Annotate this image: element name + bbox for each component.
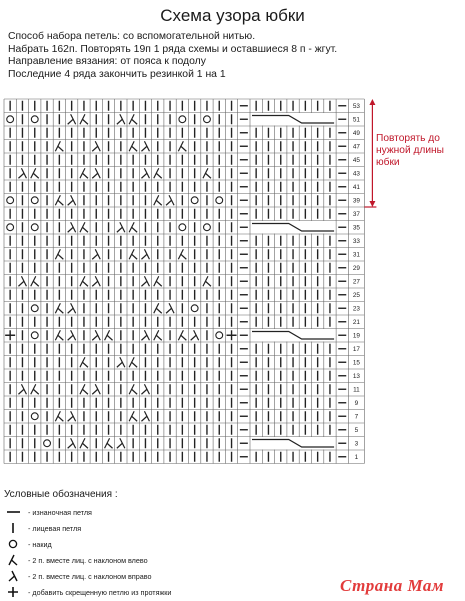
cable-cross-bg [251,221,336,234]
k2tog-right-stitch [117,222,125,232]
purl-dash-icon [6,505,22,519]
legend-item [6,521,326,537]
legend-label: - добавить скрещенную петлю из протяжки [28,588,172,597]
make-one-stitch [227,330,237,340]
row-number: 53 [352,103,360,110]
k2tog-left-stitch [178,249,186,259]
row-number: 15 [352,359,360,367]
k2tog-left-stitch [31,168,39,178]
yarn-over-stitch [191,305,198,312]
k2tog-left-stitch [129,384,137,394]
row-number: 35 [352,224,360,232]
repeat-note: Повторять до нужной длины юбки [376,133,444,168]
k2tog-right-stitch [141,384,149,394]
legend-label: - лицевая петля [28,524,82,533]
k2tog-right-stitch [68,438,76,448]
k2tog-right-stitch [141,141,149,151]
k2tog-left-icon [6,553,22,567]
legend-item [6,585,326,601]
instructions [8,31,337,81]
k2tog-right-stitch [18,168,26,178]
legend-item [6,505,326,521]
row-number: 1 [354,454,359,461]
k2tog-right-stitch [92,168,100,178]
k2tog-right-stitch [166,303,174,313]
k2tog-left-stitch [178,330,186,340]
cable-cross-bg [251,329,336,342]
k2tog-left-stitch [80,438,88,448]
chart-title: Схема узора юбки [160,6,305,25]
yarn-over-stitch [179,116,186,123]
yarn-over-stitch [31,116,38,123]
k2tog-right-stitch [68,114,76,124]
yarn-over-stitch [191,197,198,204]
row-number: 19 [352,332,360,340]
arrow-down-icon [369,201,375,207]
k2tog-right-stitch [117,357,125,367]
k2tog-right-stitch [117,114,125,124]
k2tog-left-stitch [154,276,162,286]
k2tog-left-stitch [129,411,137,421]
k2tog-left-stitch [80,114,88,124]
legend [6,505,326,601]
row-number: 23 [352,305,360,313]
k2tog-left-stitch [203,168,211,178]
row-number: 43 [352,170,360,178]
row-number: 7 [354,413,359,421]
yarn-over-stitch [31,332,38,339]
yarn-over-stitch [31,305,38,312]
legend-label: - накид [28,540,52,549]
k2tog-left-stitch [129,141,137,151]
k2tog-right-stitch [141,411,149,421]
k2tog-left-stitch [80,357,88,367]
cable-cross-bg [251,113,336,126]
row-number: 3 [354,440,359,448]
yarn-over-stitch [216,197,223,204]
instruction-line: Направление вязания: от пояса к подолу [8,56,206,68]
row-number: 13 [352,373,360,380]
k2tog-left-stitch [154,168,162,178]
k2tog-left-stitch [55,249,63,259]
yarn-over-stitch [31,413,38,420]
yarn-over-stitch [216,332,223,339]
watermark-logo: Страна Мам [340,576,445,595]
k2tog-right-icon [6,569,22,583]
row-number: 11 [353,386,360,394]
k2tog-right-stitch [68,195,76,205]
legend-item [6,537,326,553]
yarn-over-stitch [31,224,38,231]
k2tog-right-stitch [68,330,76,340]
row-number: 21 [352,319,360,326]
k2tog-left-stitch [105,438,113,448]
row-number: 41 [352,184,360,191]
k2tog-right-stitch [92,141,100,151]
yarn-over-circle-icon [6,537,22,551]
make-one-stitch [5,330,15,340]
row-number: 27 [352,278,360,286]
knit-bar-icon [6,521,22,535]
row-number: 9 [354,400,359,407]
k2tog-right-stitch [92,330,100,340]
legend-item [6,553,326,569]
k2tog-right-stitch [191,330,199,340]
k2tog-left-stitch [154,330,162,340]
k2tog-left-stitch [31,384,39,394]
k2tog-left-stitch [129,357,137,367]
k2tog-right-stitch [92,249,100,259]
k2tog-right-stitch [141,276,149,286]
k2tog-right-stitch [18,276,26,286]
k2tog-right-stitch [92,384,100,394]
arrow-up-icon [369,99,375,105]
k2tog-left-stitch [178,141,186,151]
k2tog-left-stitch [31,276,39,286]
k2tog-right-stitch [18,384,26,394]
k2tog-left-stitch [80,222,88,232]
row-number: 5 [354,427,359,434]
k2tog-left-stitch [80,384,88,394]
row-number: 51 [352,116,360,124]
k2tog-left-stitch [154,303,162,313]
legend-label: - изнаночная петля [28,508,92,517]
k2tog-left-stitch [154,195,162,205]
yarn-over-stitch [7,197,14,204]
k2tog-left-stitch [129,222,137,232]
k2tog-right-stitch [68,411,76,421]
k2tog-left-stitch [105,330,113,340]
row-number: 49 [352,130,360,137]
k2tog-right-stitch [92,276,100,286]
row-number: 17 [352,346,360,353]
k2tog-left-stitch [203,276,211,286]
k2tog-right-stitch [68,303,76,313]
row-number: 33 [352,238,360,245]
k2tog-left-stitch [55,195,63,205]
cable-cross-bg [251,437,336,450]
row-number: 25 [352,292,360,299]
k2tog-right-stitch [141,168,149,178]
yarn-over-stitch [7,116,14,123]
legend-item [6,569,326,585]
k2tog-right-stitch [68,222,76,232]
yarn-over-stitch [7,224,14,231]
k2tog-right-stitch [141,249,149,259]
legend-title: Условные обозначения : [4,489,118,500]
row-number: 39 [352,197,360,205]
yarn-over-stitch [179,224,186,231]
instruction-line: Способ набора петель: со вспомогательной нитью. [8,31,256,42]
yarn-over-stitch [204,116,211,123]
yarn-over-stitch [31,197,38,204]
row-number: 29 [352,265,360,272]
row-number: 47 [352,143,360,151]
k2tog-right-stitch [166,195,174,205]
k2tog-left-stitch [80,168,88,178]
row-number: 45 [352,157,360,164]
legend-label: - 2 п. вместе лиц. с наклоном вправо [28,572,152,581]
k2tog-right-stitch [117,438,125,448]
row-number: 37 [352,211,360,218]
legend-label: - 2 п. вместе лиц. с наклоном влево [28,556,148,565]
k2tog-left-stitch [80,276,88,286]
row-number: 31 [352,251,360,259]
k2tog-left-stitch [55,411,63,421]
instruction-line: Набрать 162п. Повторять 19п 1 ряда схемы и оставшиеся 8 п - жгут. [8,43,338,55]
yarn-over-stitch [204,224,211,231]
k2tog-left-stitch [55,141,63,151]
k2tog-left-stitch [129,114,137,124]
make-one-plus-icon [6,585,22,599]
yarn-over-stitch [44,440,51,447]
k2tog-right-stitch [141,330,149,340]
k2tog-left-stitch [55,303,63,313]
instruction-line: Последние 4 ряда закончить резинкой 1 на 1 [8,68,226,80]
k2tog-left-stitch [129,249,137,259]
k2tog-left-stitch [55,330,63,340]
